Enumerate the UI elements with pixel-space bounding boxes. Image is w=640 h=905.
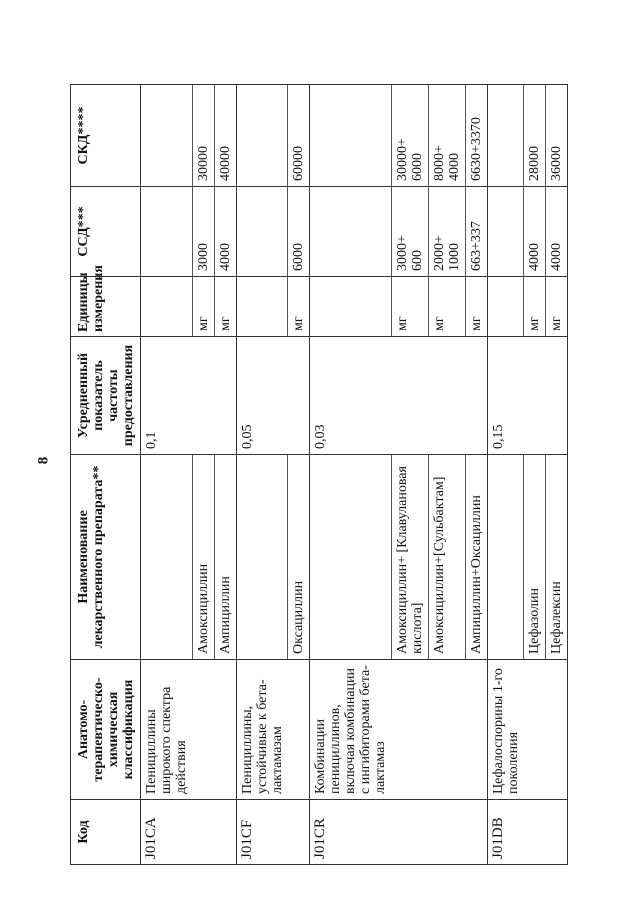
ssd-value: 4000 bbox=[217, 243, 233, 271]
cell-skd bbox=[192, 85, 214, 187]
cell-frequency bbox=[192, 337, 214, 455]
table-row bbox=[487, 85, 524, 865]
cell-frequency bbox=[524, 337, 546, 455]
cell-skd bbox=[236, 85, 288, 187]
skd-value: 6000 bbox=[409, 153, 425, 181]
cell-unit: мг bbox=[546, 277, 568, 337]
cell-code: J01CF bbox=[236, 800, 288, 865]
table-row bbox=[288, 85, 310, 865]
header-atc: Анатомо-терапевтическо-химическая классификация bbox=[71, 660, 141, 800]
header-ssd: ССД*** bbox=[71, 187, 141, 277]
skd-value: 28000 bbox=[527, 146, 542, 181]
cell-unit bbox=[310, 277, 392, 337]
drug-table bbox=[70, 84, 568, 865]
cell-atc-class bbox=[465, 660, 487, 800]
cell-unit bbox=[487, 277, 524, 337]
cell-atc-class bbox=[546, 660, 568, 800]
cell-frequency: 0,1 bbox=[141, 337, 193, 455]
cell-ssd bbox=[465, 187, 487, 277]
skd-value: 36000 bbox=[549, 146, 564, 181]
cell-skd bbox=[391, 85, 428, 187]
cell-frequency: 0,05 bbox=[236, 337, 288, 455]
cell-frequency bbox=[288, 337, 310, 455]
cell-atc-class bbox=[524, 660, 546, 800]
cell-code bbox=[288, 800, 310, 865]
cell-ssd bbox=[428, 187, 465, 277]
table-row bbox=[546, 85, 568, 865]
cell-skd bbox=[546, 85, 568, 187]
header-code: Код bbox=[71, 800, 141, 865]
cell-unit bbox=[141, 277, 193, 337]
cell-frequency bbox=[465, 337, 487, 455]
cell-skd bbox=[428, 85, 465, 187]
cell-code bbox=[192, 800, 214, 865]
table-row bbox=[310, 85, 392, 865]
cell-code bbox=[214, 800, 236, 865]
cell-drug-name: Цефалексин bbox=[546, 455, 568, 660]
cell-drug-name bbox=[310, 455, 392, 660]
cell-skd bbox=[288, 85, 310, 187]
cell-drug-name: Амоксициллин+[Сульбактам] bbox=[428, 455, 465, 660]
skd-value: 8000+ bbox=[431, 145, 447, 181]
header-skd: СКД**** bbox=[71, 85, 141, 187]
cell-drug-name bbox=[487, 455, 524, 660]
table-row bbox=[192, 85, 214, 865]
ssd-value: 3000 bbox=[195, 243, 211, 271]
ssd-value: 6000 bbox=[291, 243, 306, 271]
page-number: 8 bbox=[35, 456, 52, 465]
cell-frequency bbox=[391, 337, 428, 455]
cell-atc-class bbox=[428, 660, 465, 800]
table-row bbox=[428, 85, 465, 865]
cell-drug-name: Цефазолин bbox=[524, 455, 546, 660]
cell-ssd bbox=[214, 187, 236, 277]
cell-unit: мг bbox=[524, 277, 546, 337]
cell-ssd bbox=[310, 187, 392, 277]
cell-ssd bbox=[524, 187, 546, 277]
skd-value: 30000+ bbox=[394, 138, 410, 181]
skd-value: 4000 bbox=[446, 153, 462, 181]
cell-skd bbox=[465, 85, 487, 187]
cell-frequency: 0,15 bbox=[487, 337, 524, 455]
cell-ssd bbox=[487, 187, 524, 277]
cell-frequency bbox=[214, 337, 236, 455]
table-body bbox=[141, 85, 568, 865]
skd-value: 60000 bbox=[291, 146, 306, 181]
cell-skd bbox=[524, 85, 546, 187]
drug-table-sheet bbox=[70, 85, 570, 865]
cell-unit bbox=[236, 277, 288, 337]
cell-frequency bbox=[428, 337, 465, 455]
cell-skd bbox=[310, 85, 392, 187]
cell-atc-class: Пенициллины широкого спектра действия bbox=[141, 660, 193, 800]
ssd-value: 2000+ bbox=[431, 235, 447, 271]
header-frequency: Усредненный показатель частоты предоставления bbox=[71, 337, 141, 455]
table-row bbox=[391, 85, 428, 865]
cell-code bbox=[465, 800, 487, 865]
cell-code: J01CA bbox=[141, 800, 193, 865]
cell-unit: мг bbox=[192, 277, 214, 337]
table-row bbox=[236, 85, 288, 865]
cell-unit: мг bbox=[391, 277, 428, 337]
cell-atc-class: Комбинации пенициллинов, включая комбинации с ингибиторами бета-лактамаз bbox=[310, 660, 392, 800]
cell-ssd bbox=[546, 187, 568, 277]
table-row bbox=[465, 85, 487, 865]
ssd-value: 4000 bbox=[549, 243, 564, 271]
cell-drug-name bbox=[236, 455, 288, 660]
cell-drug-name: Амоксициллин bbox=[192, 455, 214, 660]
cell-atc-class bbox=[192, 660, 214, 800]
cell-drug-name: Амоксициллин+ [Клавулановая кислота] bbox=[391, 455, 428, 660]
cell-skd bbox=[141, 85, 193, 187]
ssd-value: 663+337 bbox=[468, 221, 484, 271]
header-unit: Единицы измерения bbox=[71, 277, 141, 337]
ssd-value: 600 bbox=[409, 250, 425, 271]
cell-code bbox=[546, 800, 568, 865]
cell-code: J01CR bbox=[310, 800, 392, 865]
cell-ssd bbox=[236, 187, 288, 277]
cell-drug-name: Ампициллин+Оксациллин bbox=[465, 455, 487, 660]
cell-unit: мг bbox=[288, 277, 310, 337]
ssd-value: 3000+ bbox=[394, 235, 410, 271]
ssd-value: 4000 bbox=[527, 243, 542, 271]
header-name: Наименование лекарственного препарата** bbox=[71, 455, 141, 660]
table-row bbox=[141, 85, 193, 865]
cell-skd bbox=[487, 85, 524, 187]
cell-atc-class bbox=[288, 660, 310, 800]
cell-ssd bbox=[141, 187, 193, 277]
cell-unit: мг bbox=[428, 277, 465, 337]
cell-atc-class: Цефалоспорины 1-го поколения bbox=[487, 660, 524, 800]
cell-drug-name bbox=[141, 455, 193, 660]
skd-value: 30000 bbox=[195, 146, 211, 181]
skd-value: 6630+3370 bbox=[468, 117, 484, 181]
table-row bbox=[214, 85, 236, 865]
table-row bbox=[524, 85, 546, 865]
cell-code: J01DB bbox=[487, 800, 524, 865]
cell-drug-name: Ампициллин bbox=[214, 455, 236, 660]
skd-value: 40000 bbox=[217, 146, 233, 181]
cell-ssd bbox=[288, 187, 310, 277]
cell-code bbox=[391, 800, 428, 865]
header-row bbox=[71, 85, 141, 865]
ssd-value: 1000 bbox=[446, 243, 462, 271]
cell-code bbox=[428, 800, 465, 865]
cell-atc-class bbox=[391, 660, 428, 800]
cell-frequency bbox=[546, 337, 568, 455]
cell-atc-class: Пенициллины, устойчивые к бета-лактамазам bbox=[236, 660, 288, 800]
cell-ssd bbox=[391, 187, 428, 277]
cell-code bbox=[524, 800, 546, 865]
cell-ssd bbox=[192, 187, 214, 277]
cell-drug-name: Оксациллин bbox=[288, 455, 310, 660]
cell-skd bbox=[214, 85, 236, 187]
cell-frequency: 0,03 bbox=[310, 337, 392, 455]
cell-atc-class bbox=[214, 660, 236, 800]
cell-unit: мг bbox=[214, 277, 236, 337]
cell-unit: мг bbox=[465, 277, 487, 337]
